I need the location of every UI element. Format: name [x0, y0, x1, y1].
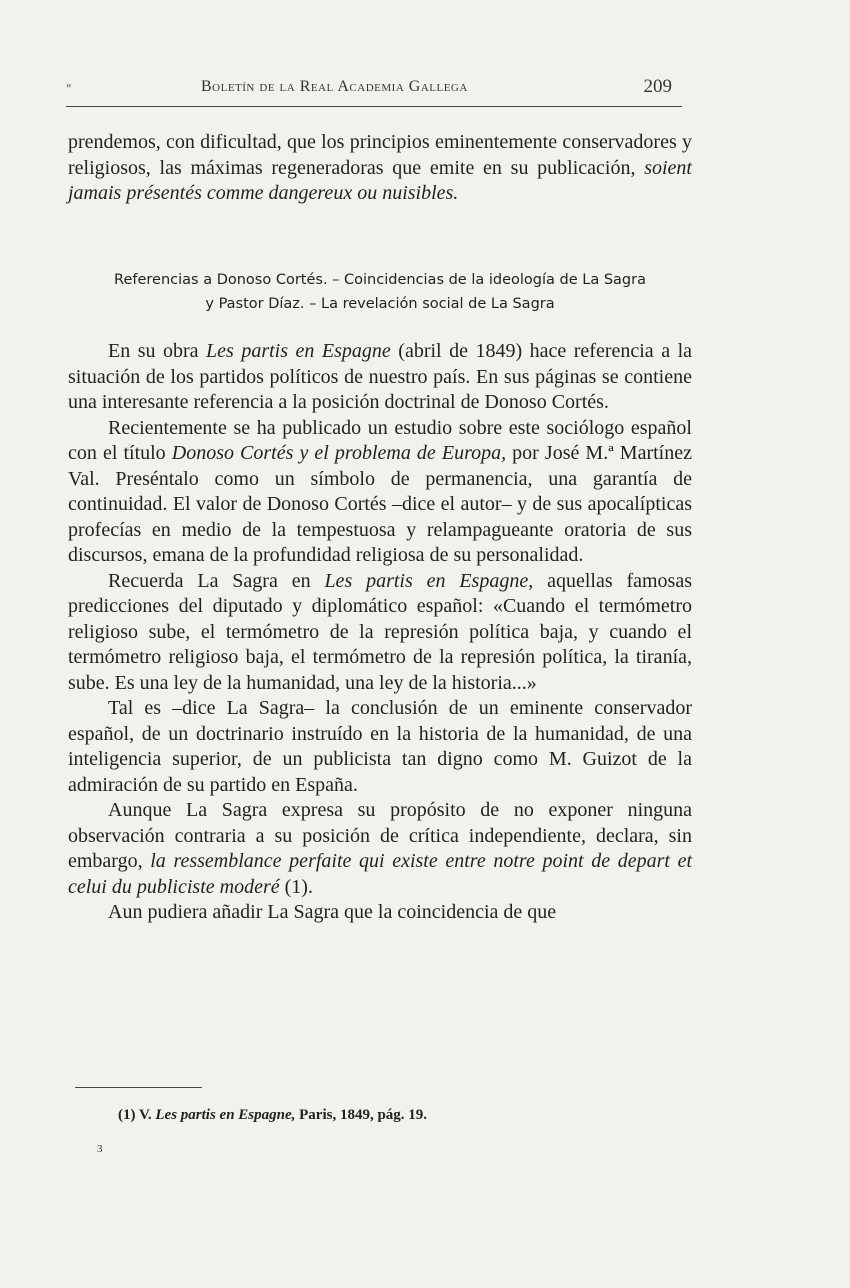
journal-title: Boletín de la Real Academia Gallega: [201, 78, 468, 95]
paragraph-5-text-a: Aunque La Sagra expresa su propósito de no exponer ninguna observación contraria a su posición de crítica independiente, declara, sin embargo,: [68, 799, 692, 872]
paragraph-5-text-b: (1).: [279, 875, 313, 898]
paragraph-4: [68, 696, 692, 798]
page-number: 209: [643, 76, 672, 97]
paragraph-4-text: Tal es –dice La Sagra– la conclusión de un eminente conservador español, de un doctrinario instruído en la historia de la humanidad, de una inteligencia superior, de un publicista tan digno como M. Guizot de la admiración de su partido en España.: [68, 697, 692, 796]
paragraph-5-french-quote: la ressemblance perfaite qui existe entre notre point de depart et celui du publiciste moderé: [68, 850, 693, 898]
paragraph-3: [68, 569, 692, 697]
paragraph-1-text-a: En su obra: [108, 340, 207, 362]
printer-signature-mark: 3: [97, 1143, 103, 1155]
main-text: [68, 339, 692, 926]
footnote-divider: [75, 1087, 202, 1088]
paragraph-2-text-a: Recientemente se ha publicado un estudio sobre este sociólogo español con el título: [68, 416, 692, 464]
section-heading-line-2: y Pastor Díaz. – La revelación social de La Sagra: [205, 296, 555, 312]
continued-paragraph-text: prendemos, con dificultad, que los principios eminentemente conservadores y religiosos, las máximas regeneradoras que emite en su publicación,: [68, 131, 692, 179]
paragraph-6: [68, 900, 692, 926]
section-heading-line-1: Referencias a Donoso Cortés. – Coincidencias de la ideología de La Sagra: [114, 272, 646, 288]
footnote-citation: Paris, 1849, pág. 19.: [295, 1107, 428, 1123]
header-mark: ": [66, 82, 72, 96]
footnote: [118, 1107, 698, 1124]
paragraph-6-text: Aun pudiera añadir La Sagra que la coincidencia de que: [108, 901, 557, 923]
paragraph-3-book-title: Les partis en Espagne,: [324, 569, 534, 592]
continued-paragraph-french-quote: soient jamais présentés comme dangereux ou nuisibles.: [68, 156, 692, 204]
continued-paragraph: [68, 130, 692, 207]
paragraph-2-text-b: por José M.ª Martínez Val. Preséntalo como un símbolo de permanencia, una garantía de continuidad. El valor de Donoso Cortés –dice el autor– y de sus apocalípticas profecías en medio de la tempestuosa y relampagueante oratoria de sus discursos, emana de la profundidad religiosa de su personalidad.: [68, 442, 692, 566]
footnote-book-title: Les partis en Espagne,: [155, 1107, 296, 1123]
section-heading: [75, 268, 685, 316]
paragraph-3-text-b: aquellas famosas predicciones del diputado y diplomático español: «Cuando el termómetro religioso sube, el termómetro de la represión política baja, y cuando el termómetro religioso baja, el termómetro de la represión política, la tiranía, sube. Es una ley de la humanidad, una ley de la historia...»: [68, 569, 692, 694]
paragraph-2: [68, 416, 692, 569]
paragraph-2-book-title: Donoso Cortés y el problema de Europa,: [171, 442, 507, 464]
running-header: [66, 72, 682, 107]
paragraph-1: [68, 339, 692, 416]
footnote-marker: (1) V.: [118, 1107, 156, 1123]
paragraph-3-text-a: Recuerda La Sagra en: [108, 569, 325, 592]
paragraph-5: [68, 798, 692, 900]
paragraph-1-book-title: Les partis en Espagne: [206, 340, 391, 362]
paragraph-1-text-b: (abril de 1849) hace referencia a la situación de los partidos políticos de nuestro país. En sus páginas se contiene una interesante referencia a la posición doctrinal de Donoso Cortés.: [68, 340, 693, 413]
